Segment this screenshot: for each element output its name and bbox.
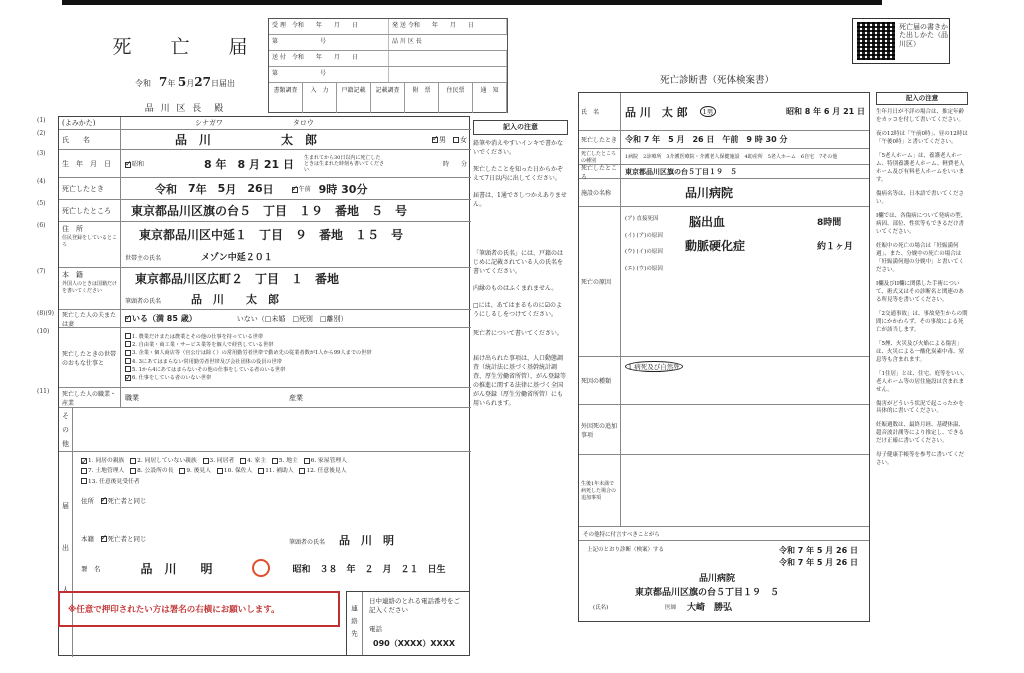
middle-notes: 記入の注意 鉛筆や消えやすいインキで書かないでください。 死亡したことを知った日からかぞえて7日以内に出してください。 届書は、1通でさしつかえありません。 「筆頭者の氏名」には、戸籍のはじめに記載されている人の氏名を書いてください。 内縁のものはふくまれません。 □には、あてはまるものに☑のようにしるしをつけてください。 死亡者について書いてください。 届け出られた事項は、人口動態調査（統計法に基づく基幹統計調査、厚生労働省所管）、がん登録等の推進に関する法律に基づく全国がん登録（厚生労働省所管）にも用いられます。 <box>473 122 567 407</box>
r-row-cause: 死亡の原因 (ア) 直接死因 (イ) (ア)の原因 (ウ) (イ)の原因 (エ) (ウ)の原因 脳出血 8時間 動脈硬化症 約１ヶ月 <box>579 207 869 357</box>
r-row-extra: その他特に付言すべきことがら <box>579 527 869 541</box>
death-registration-form <box>37 18 499 648</box>
interval-a: 8時間 <box>817 218 842 228</box>
death-certificate-table <box>578 92 870 622</box>
row-job: (11) 死亡した人の職業・産業 職業 産業 <box>59 388 471 408</box>
r-row-death: 死亡したとき 令和 7 年 5 月 26 日 午前 9 時 30 分 <box>579 131 869 149</box>
cause-row-labels: (ア) 直接死因 (イ) (ア)の原因 (ウ) (イ)の原因 (エ) (ウ)の原因 <box>625 216 663 272</box>
reporter-sign: 署 名 品 川 明 昭和 ３８ 年 ２ 月 ２１ 日生 <box>81 562 446 576</box>
r-row-external: 外因死の追加事項 <box>579 405 869 455</box>
addressee: 品 川 区 長 殿 <box>144 104 226 114</box>
qr-code-icon <box>857 22 895 60</box>
reporter-address: 住所 ✓ 死亡者と同じ <box>81 496 147 505</box>
seal-notice: ※任意で押印されたい方は署名の右横にお願いします。 <box>58 591 340 627</box>
row-reporter: 届 出 人 ✓1. 同居の親族 2. 同居していない親族 3. 同居者 4. 家主 5. 地主 6. 家屋管理人 7. 土地管理人 8. 公設所の長 9. 後見人 10. 保佐人 11. 補助人 12. 任意後見人 13. 任意後見受任者 住所 ✓ 死亡者と同じ 本籍 ✓ 死亡者と同じ 筆頭者の氏名 品 川 明 署 名 品 川 明 昭和 ３８ 年 ２ 月 ２１ 日生 <box>59 452 471 657</box>
r-row-kind: 死因の種類 1 病死及び自然死 <box>579 357 869 405</box>
row-honseki: (7) 本 籍 外国人のときは国籍だけを書いてください 東京都品川区広町２ 丁目 １ 番地 筆頭者の氏名 品 川 太 郎 <box>59 268 471 310</box>
row-death-time: (4) 死亡したとき 令和 7 年 5 月 26 日 ✓ 午前 9時 30分 <box>59 178 471 200</box>
reporter-roles: ✓1. 同居の親族 2. 同居していない親族 3. 同居者 4. 家主 5. 地主 6. 家屋管理人 7. 土地管理人 8. 公設所の長 9. 後見人 10. 保佐人 11. 補助人 12. 任意後見人 13. 任意後見受任者 <box>81 456 467 487</box>
r-row-facility: 施設の名称 品川病院 <box>579 179 869 207</box>
receipt-box: 受 理 令和 年 月 日 発 送 令和 年 月 日 第 号 品 川 区 長 送 付 令和 年 月 日 第 号 書類調査 入 力 戸籍記載 記載調査 附 票 住民票 通 知 <box>268 18 508 113</box>
title-block <box>105 26 265 121</box>
r-row-name: 氏 名 品 川 太 郎 1男 昭和 8 年 6 月 21 日 <box>579 93 869 131</box>
r-row-signature: 上記のとおり診断（検案）する 令和 7 年 5 月 26 日 令和 7 年 5 月 26 日 品川病院 東京都品川区旗の台５丁目１９ ５ (氏名) 医師 大崎 勝弘 <box>587 546 858 613</box>
r-row-infant: 生後1年未満で病死した場合の追加事項 <box>579 455 869 527</box>
reporter-honseki: 本籍 ✓ 死亡者と同じ <box>81 534 147 543</box>
top-border-bar <box>62 0 882 5</box>
row-household-work: (10) 死亡したときの世帯のおもな仕事と 1. 農業だけまたは農業とその他の仕事を持っている世帯 2. 自由業・商工業・サービス業等を個人で経営している世帯 3. 企業・個人商店等（官公庁は除く）の常用勤労者世帯で勤め先の従業者数が1人から99人までの世帯 4. 3にあてはまらない常用勤労者世帯及び会社団体の役員の世帯 5. 1から4にあてはまらないその他の仕事をしている者のいる世帯 ✓6. 仕事をしている者のいない世帯 <box>59 328 471 388</box>
reporter-head: 筆頭者の氏名 品 川 明 <box>289 534 395 547</box>
row-name: (2) 氏 名 品 川 太 郎 ✓ 男 女 <box>59 130 471 150</box>
right-notes: 記入の注意 生年月日が不詳の場合は、推定年齢をカッコを付して書いてください。 夜の12時は「午前0時」、昼の12時は「午後0時」と書いてください。 「5老人ホーム」は、養護老人ホーム、特別養護老人ホーム、軽費老人ホーム及び有料老人ホームをいいます。 傷病名等は、日本語で書いてください。 I欄では、各傷病について発病の型、病因、部位、性状等もできるだけ書いてください。 妊娠中の死亡の場合は「妊娠満何週」、また、分娩中の死亡の場合は「妊娠満何週の分娩中」と書いてください。 I欄及びII欄に関係した手術について、術式又はその診断名と関連のある所見等を書いてください。 「2交通事故」は、事故発生からの期間にかかわらず、その事故による死亡が該当します。 「5煙、火災及び火焔による傷害」は、火災による一酸化炭素中毒、窒息等も含まれます。 「1住居」とは、住宅、庭等をいい、老人ホーム等の居住施設は含まれません。 傷害がどういう状況で起こったかを具体的に書いてください。 妊娠週数は、最終月経、基礎体温、超音波計測等により推定し、できるだけ正確に書いてください。 母子健康手帳等を参考に書いてください。 <box>876 94 968 467</box>
submit-date: 令和 7年 5月27日届出 <box>135 75 235 89</box>
stamp-cells: 書類調査 入 力 戸籍記載 記載調査 附 票 住民票 通 知 <box>269 83 507 113</box>
row-spouse: (8)(9) 死亡した人の夫または妻 ✓ いる（満 85 歳） いない（□未婚 □死別 □離別） <box>59 310 471 328</box>
row-address: (6) 住 所 住民登録をしているところ 東京都品川区中延１ 丁目 ９ 番地 １５ 号 世帯主の氏名 メゾン中延２０１ <box>59 222 471 268</box>
seal-circle <box>252 559 270 577</box>
row-birth: (3) 生 年 月 日 ✓ 昭和 8 年 8 月 21 日 生まれてから30日以内に死亡したときは生まれた時刻も書いてください 時 分 <box>59 150 471 178</box>
contact-box: 連絡先 日中連絡のとれる電話番号をご記入ください 電話 090（XXXX）XXXX <box>346 591 470 656</box>
cause-b: 動脈硬化症 <box>685 239 746 253</box>
r-row-place-type: 死亡したところの種別 1病院 2診療所 3介護医療院・介護老人保健施設 4助産所 5老人ホーム 6自宅 7その他 <box>579 149 869 165</box>
registration-table <box>37 116 470 656</box>
interval-b: 約１ヶ月 <box>817 242 854 252</box>
qr-guide[interactable]: 死亡届の書きかた出しかた（品川区） <box>852 18 950 64</box>
form-title: 死 亡 届 <box>112 36 258 58</box>
row-furigana: (1) (よみかた) シナガワ タロウ <box>59 117 471 130</box>
cause-a: 脳出血 <box>689 215 726 229</box>
row-other: そ の 他 <box>59 408 471 452</box>
certificate-title: 死亡診断書（死体検案書） <box>660 75 775 86</box>
row-death-place: (5) 死亡したところ 東京都品川区旗の台５ 丁目 １９ 番地 ５ 号 <box>59 200 471 222</box>
r-row-place: 死亡したところ 東京都品川区旗の台５丁目１９ ５ <box>579 165 869 179</box>
